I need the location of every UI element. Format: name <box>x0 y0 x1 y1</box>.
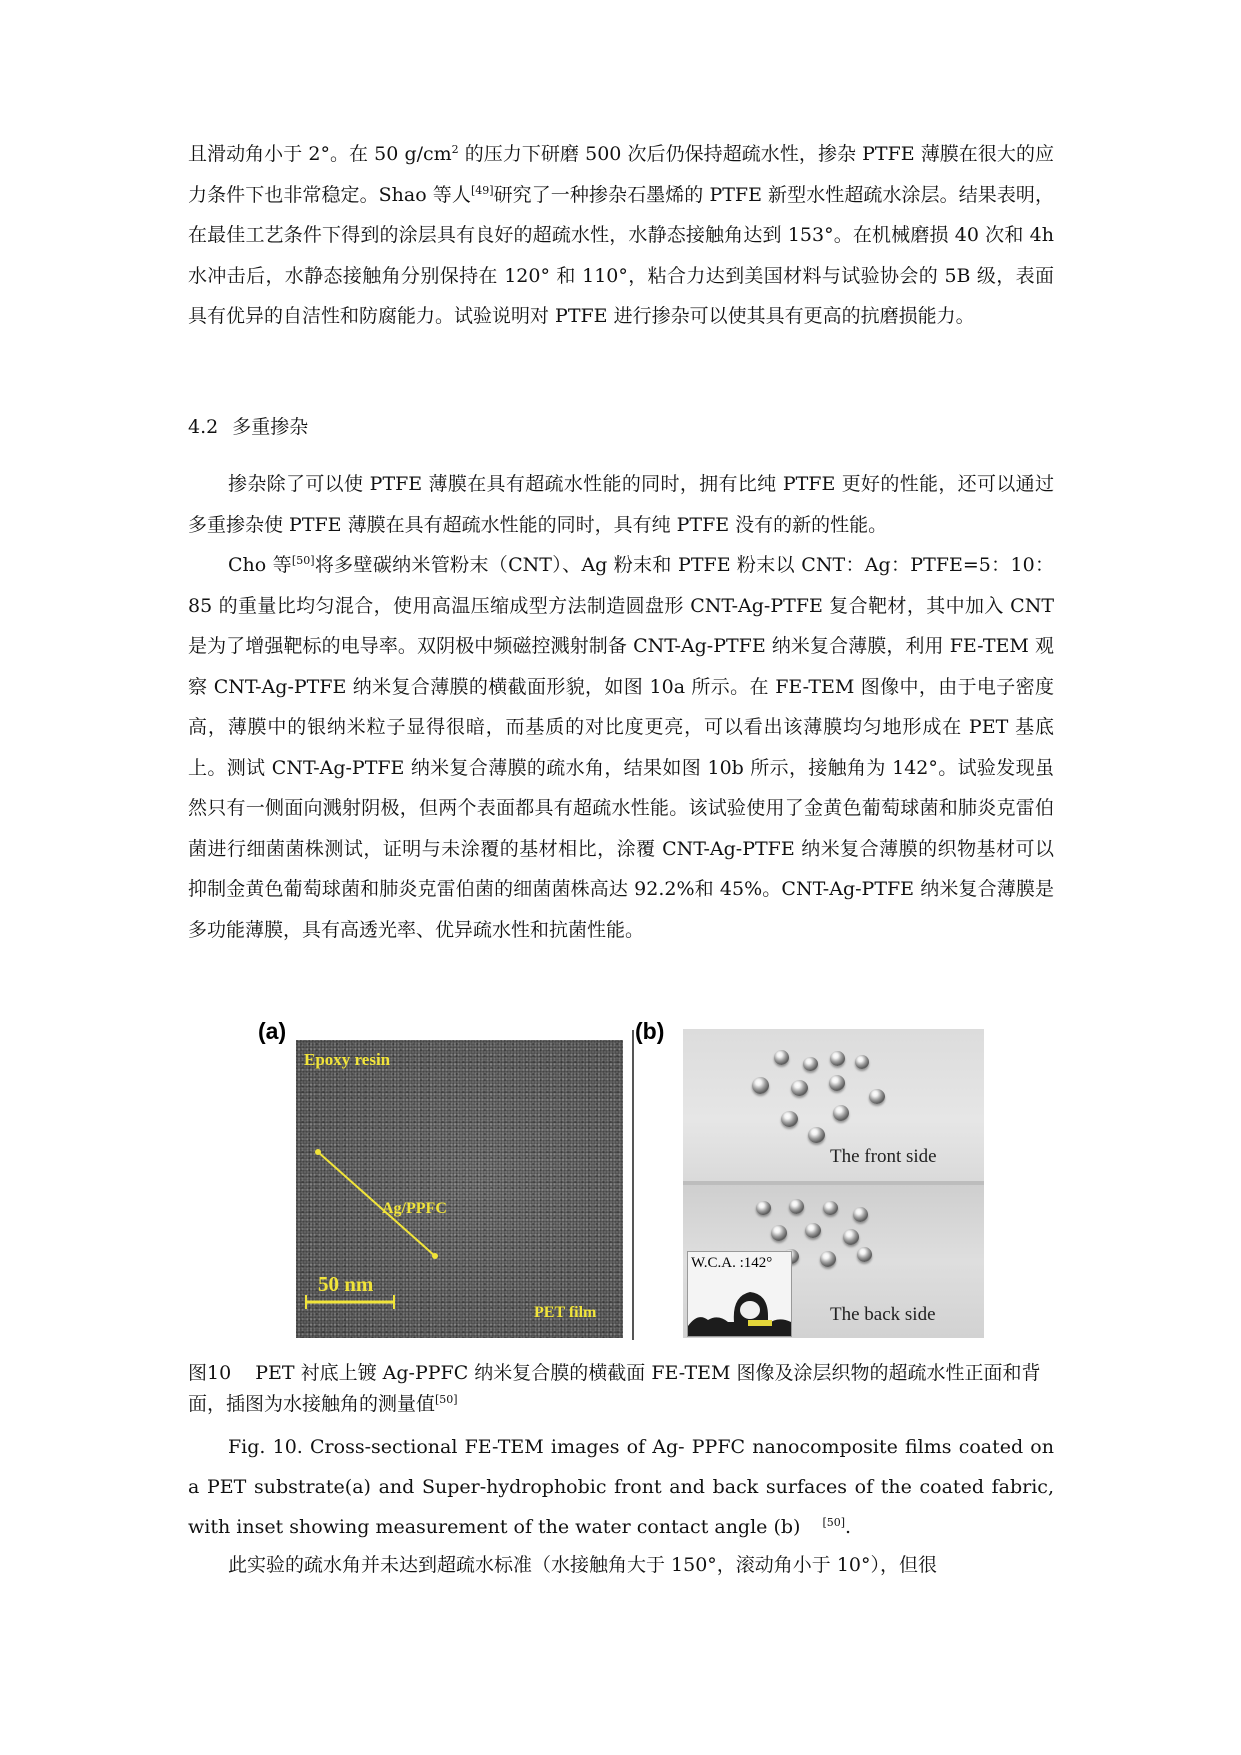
water-droplet <box>855 1055 869 1069</box>
droplet-profile-icon <box>688 1252 791 1336</box>
panel-b-label: (b) <box>635 1018 665 1044</box>
paragraph-2: 掺杂除了可以使 PTFE 薄膜在具有超疏水性能的同时，拥有比纯 PTFE 更好的性能，还可以通过多重掺杂使 PTFE 薄膜在具有超疏水性能的同时，具有纯 PTFE 没有的新的性能。 <box>188 473 1054 536</box>
water-droplet <box>820 1251 836 1267</box>
front-side-label: The front side <box>830 1146 937 1167</box>
water-droplet <box>781 1111 798 1127</box>
water-droplet <box>829 1075 845 1091</box>
water-droplet <box>752 1077 769 1094</box>
paragraph-3 <box>188 545 1054 950</box>
text: 的压力下研磨 500 次后仍保持超疏水性，掺杂 PTFE 薄膜在很大的应力条件下也非常稳定。Shao 等人 <box>188 143 1054 206</box>
water-droplet <box>869 1089 885 1104</box>
water-droplet <box>756 1201 771 1215</box>
citation-ref: [50] <box>435 1393 458 1406</box>
water-droplet <box>771 1225 787 1241</box>
tem-image <box>296 1040 623 1338</box>
section-number: 4.2 <box>188 416 219 438</box>
figure-caption-en <box>188 1427 1054 1547</box>
water-droplet <box>774 1050 789 1065</box>
citation-ref: [49] <box>470 183 494 197</box>
panel-divider <box>632 1030 634 1340</box>
figure-number: 图10 <box>188 1362 232 1384</box>
water-droplet <box>830 1051 845 1066</box>
water-droplet <box>857 1247 872 1262</box>
water-droplet <box>823 1201 838 1215</box>
water-droplet <box>789 1199 804 1214</box>
caption-text: PET 衬底上镀 Ag-PPFC 纳米复合膜的横截面 FE-TEM 图像及涂层织物的超疏水性正面和背面，插图为水接触角的测量值 <box>188 1362 1041 1415</box>
caption-period: . <box>845 1516 852 1538</box>
citation-ref: [50] <box>822 1516 846 1529</box>
ag-ppfc-label: Ag/PPFC <box>382 1200 447 1217</box>
front-side-photo <box>683 1029 984 1181</box>
water-droplet <box>808 1127 825 1143</box>
contact-angle-inset <box>687 1251 792 1337</box>
water-droplet <box>833 1105 849 1121</box>
scale-bar-label: 50 nm <box>318 1272 374 1296</box>
section-title: 多重掺杂 <box>232 416 309 438</box>
water-droplet <box>843 1229 859 1245</box>
fabric-photo <box>683 1029 984 1338</box>
paragraph-4: 此实验的疏水角并未达到超疏水标准（水接触角大于 150°，滚动角小于 10°），但很 <box>228 1554 938 1576</box>
contact-angle-label: W.C.A. :142° <box>691 1255 773 1271</box>
water-droplet <box>803 1057 818 1071</box>
citation-ref: [50] <box>291 554 315 567</box>
caption-text: Fig. 10. Cross-sectional FE-TEM images of Ag- PPFC nanocomposite films coated on a PET substrate(a) and Super-hydrophobic front and back surfaces of the coated fabric, with inset showing measurement of the water contact angle (b) <box>188 1436 1054 1538</box>
back-side-photo <box>683 1185 984 1338</box>
water-droplet <box>791 1080 808 1096</box>
text: 研究了一种掺杂石墨烯的 PTFE 新型水性超疏水涂层。结果表明，在最佳工艺条件下得到的涂层具有良好的超疏水性，水静态接触角达到 153°。在机械磨损 40 次和 4h 水冲击后，水静态接触角分别保持在 120° 和 110°，粘合力达到美国材料与试验协会的 5B 级，表面具有优异的自洁性和防腐能力。试验说明对 PTFE 进行掺杂可以使其具有更高的抗磨损能力。 <box>188 183 1054 327</box>
text: 将多壁碳纳米管粉末（CNT）、Ag 粉末和 PTFE 粉末以 CNT：Ag：PTFE=5：10：85 的重量比均匀混合，使用高温压缩成型方法制造圆盘形 CNT-Ag-PTFE 复合靶材，其中加入 CNT 是为了增强靶标的电导率。双阴极中频磁控溅射制备 CNT-Ag-PTFE 纳米复合薄膜，利用 FE-TEM 观察 CNT-Ag-PTFE 纳米复合薄膜的横截面形貌，如图 10a 所示。在 FE-TEM 图像中，由于电子密度高，薄膜中的银纳米粒子显得很暗，而基质的对比度更亮，可以看出该薄膜均匀地形成在 PET 基底上。测试 CNT-Ag-PTFE 纳米复合薄膜的疏水角，结果如图 10b 所示，接触角为 142°。试验发现虽然只有一侧面向溅射阴极，但两个表面都具有超疏水性能。该试验使用了金黄色葡萄球菌和肺炎克雷伯菌进行细菌菌株测试，证明与未涂覆的基材相比，涂覆 CNT-Ag-PTFE 纳米复合薄膜的织物基材可以抑制金黄色葡萄球菌和肺炎克雷伯菌的细菌菌株高达 92.2%和 45%。CNT-Ag-PTFE 纳米复合薄膜是多功能薄膜，具有高透光率、优异疏水性和抗菌性能。 <box>188 554 1054 941</box>
back-side-label: The back side <box>830 1304 936 1325</box>
pet-film-label: PET film <box>534 1304 597 1321</box>
section-heading <box>188 412 308 442</box>
text: 且滑动角小于 2°。在 50 g/cm <box>188 143 452 165</box>
paragraph-1 <box>188 134 1054 337</box>
superscript: 2 <box>451 143 459 156</box>
water-droplet <box>805 1223 821 1238</box>
figure-caption-cn <box>188 1358 1054 1420</box>
epoxy-resin-label: Epoxy resin <box>304 1050 391 1069</box>
water-droplet <box>853 1207 868 1222</box>
panel-a-label: (a) <box>258 1018 287 1044</box>
text: Cho 等 <box>228 554 292 576</box>
